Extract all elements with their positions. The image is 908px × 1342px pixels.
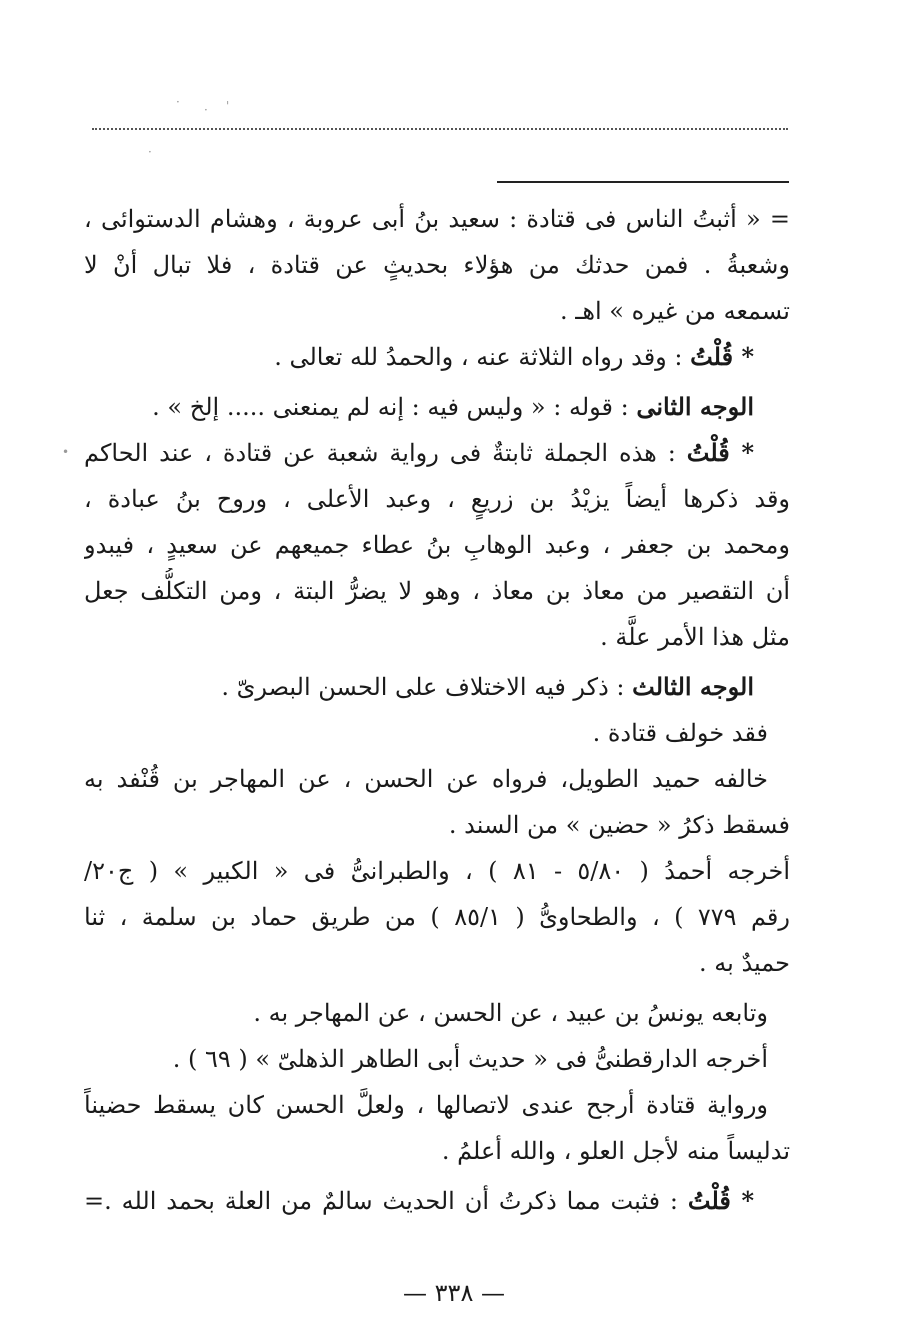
text-line: حميدٌ به . [699, 949, 790, 977]
text-line: مثل هذا الأمر علَّة . [600, 623, 790, 651]
text-line: وقد ذكرها أيضاً يزيْدُ بن زريعٍ ، وعبد الأعلى ، وروح بنُ عبادة ، [84, 485, 790, 513]
bold-keyword: * قُلْتُ [686, 438, 754, 467]
text-line: فسقط ذكرُ « حضين » من السند . [448, 811, 790, 839]
page-body [84, 196, 790, 1224]
text-line: أخرجه الدارقطنىُّ فى « حديث أبى الطاهر الذهلىّ » ( ٦٩ ) . [172, 1045, 768, 1073]
bold-keyword: الوجه الثانى [636, 392, 754, 421]
page-number: — ٣٣٨ — [403, 1279, 505, 1307]
bold-keyword: * قُلْتُ [687, 1186, 755, 1215]
text-line: رقم ٧٧٩ ) ، والطحاوىُّ ( ٨٥/١ ) من طريق حماد بن سلمة ، ثنا [84, 903, 790, 931]
header-dotted-rule [92, 128, 788, 130]
footnote-separator-rule [497, 181, 789, 183]
text-line: ورواية قتادة أرجح عندى لاتصالها ، ولعلَّ الحسن كان يسقط حضيناً [84, 1091, 768, 1119]
text-line: * قُلْتُ : فثبت مما ذكرتُ أن الحديث سالمٌ من العلة بحمد الله .= [84, 1186, 755, 1215]
text-line: أخرجه أحمدُ ( ٥/٨٠ - ٨١ ) ، والطبرانىُّ فى « الكبير » ( ج٢٠/ [84, 857, 790, 885]
text-line: تدليساً منه لأجل العلو ، والله أعلمُ . [441, 1137, 790, 1165]
bold-keyword: * قُلْتُ [690, 342, 754, 371]
scan-speck: · [176, 95, 180, 109]
scan-speck: ' [226, 99, 230, 113]
text-line: * قُلْتُ : وقد رواه الثلاثة عنه ، والحمدُ لله تعالى . [274, 342, 754, 371]
scan-speck: · [204, 103, 208, 117]
text-line: خالفه حميد الطويل، فرواه عن الحسن ، عن المهاجر بن قُنْفد به [84, 765, 768, 793]
text-line: أن التقصير من معاذ بن معاذ ، وهو لا يضرُّ البتة ، ومن التكلُّف جعل [84, 577, 790, 605]
bold-keyword: الوجه الثالث [632, 672, 754, 701]
text-line: = « أثبتُ الناس فى قتادة : سعيد بنُ أبى عروبة ، وهشام الدستوائى ، [84, 205, 790, 233]
text-line: * قُلْتُ : هذه الجملة ثابتةٌ فى رواية شعبة عن قتادة ، عند الحاكم [84, 438, 754, 467]
text-line: تسمعه من غيره » اهـ . [560, 297, 790, 325]
scan-speck: • [62, 445, 70, 459]
text-line: ومحمد بن جعفر ، وعبد الوهابِ بنُ عطاء جميعهم عن سعيدٍ ، فيبدو [84, 531, 790, 559]
scan-speck: · [148, 145, 152, 159]
text-line: الوجه الثانى : قوله : « وليس فيه : إنه لم يمنعنى ..... إلخ » . [152, 392, 754, 421]
text-line: وتابعه يونسُ بن عبيد ، عن الحسن ، عن المهاجر به . [253, 999, 768, 1027]
text-line: فقد خولف قتادة . [592, 719, 768, 747]
text-line: الوجه الثالث : ذكر فيه الاختلاف على الحسن البصرىّ . [221, 672, 754, 701]
text-line: وشعبةُ . فمن حدثك من هؤلاء بحديثٍ عن قتادة ، فلا تبال أنْ لا [84, 251, 790, 279]
